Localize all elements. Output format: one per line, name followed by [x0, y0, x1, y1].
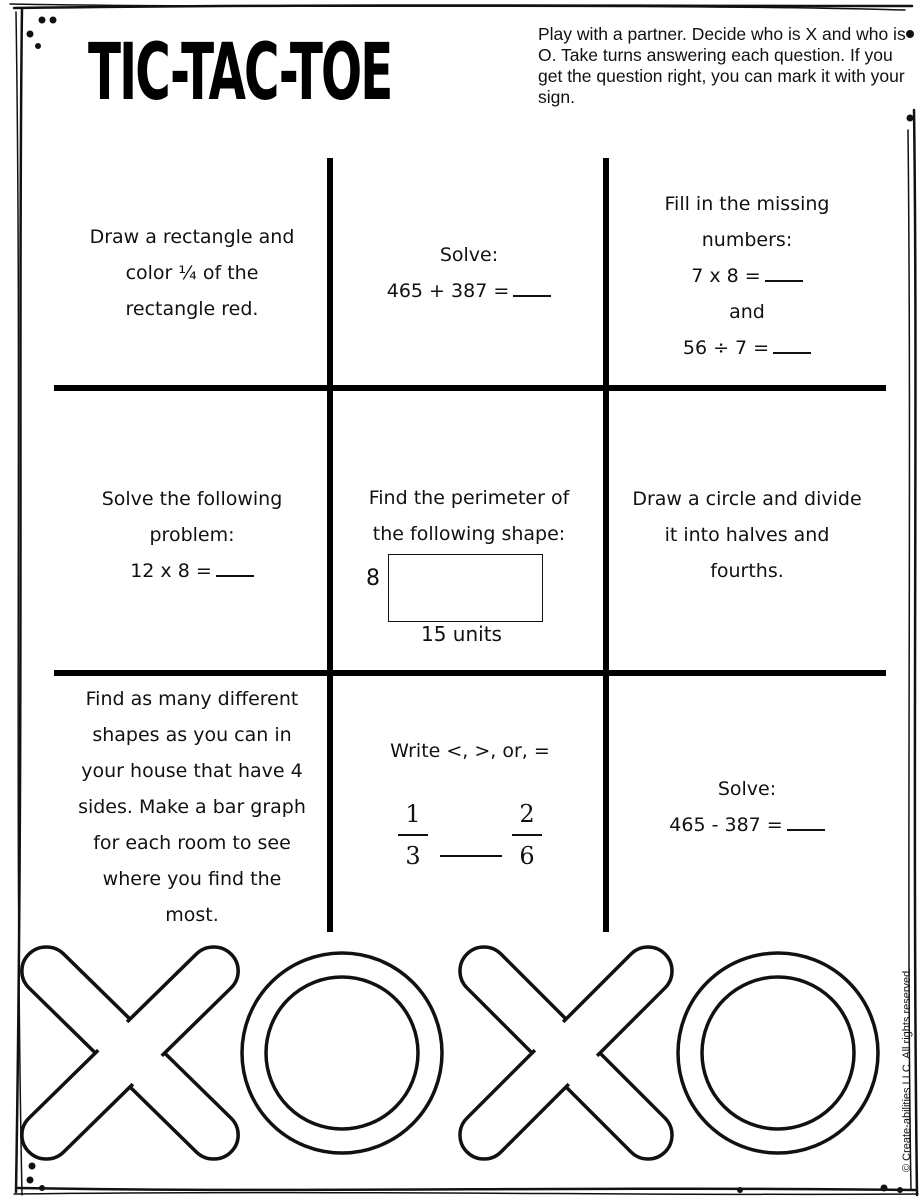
cell-text-line: problem: — [149, 524, 235, 546]
cell-text-line: color ¼ of the — [125, 262, 259, 284]
equation-text: 12 x 8 = — [130, 560, 212, 582]
fraction-denominator: 3 — [405, 842, 421, 870]
equation-text: 465 + 387 = — [386, 280, 510, 302]
cell-text-line: sides. Make a bar graph — [78, 796, 306, 818]
cell-text-line: most. — [165, 904, 219, 926]
side-length-label: 8 — [366, 566, 380, 591]
equation-text: 465 - 387 = — [669, 814, 783, 836]
copyright-text: © Create-abilities LLC. All rights reserved. — [901, 967, 913, 1172]
cell-text-line: Solve: — [439, 244, 499, 266]
comparison-blank — [440, 855, 502, 857]
equation-text: 7 x 8 = — [691, 265, 761, 287]
width-label: 15 units — [421, 622, 502, 646]
cell-text-line: and — [729, 301, 765, 323]
cell-shapes-bar-graph[interactable] — [56, 680, 328, 934]
fraction-bar — [398, 834, 428, 836]
instructions-text: Play with a partner. Decide who is X and who is O. Take turns answering each question. If you get the question right, you can mark it with your sign. — [538, 24, 906, 107]
xo-decoration — [0, 935, 922, 1165]
o-icon — [242, 953, 442, 1153]
cell-text-line: Find as many different — [85, 688, 299, 710]
answer-blank — [787, 811, 825, 831]
fraction-two-sixths — [512, 800, 542, 870]
cell-text-line: fourths. — [710, 560, 784, 582]
fraction-numerator: 1 — [405, 800, 421, 828]
cell-compare-fractions[interactable] — [336, 680, 602, 930]
cell-subtraction[interactable] — [612, 770, 882, 844]
fraction-one-third — [398, 800, 428, 870]
x-icon — [12, 937, 249, 1165]
cell-perimeter[interactable] — [336, 480, 602, 552]
cell-text-line: Draw a circle and divide — [632, 488, 862, 510]
cell-text-line: the following shape: — [372, 523, 566, 545]
cell-text-line: your house that have 4 — [81, 760, 303, 782]
compare-instruction: Write <, >, or, = — [390, 740, 550, 762]
fraction-bar — [512, 834, 542, 836]
cell-missing-numbers[interactable] — [612, 170, 882, 382]
cell-text-line: rectangle red. — [125, 298, 259, 320]
answer-blank — [513, 277, 551, 297]
cell-text-line: numbers: — [701, 229, 793, 251]
x-icon — [450, 937, 682, 1165]
cell-text-line: Solve the following — [101, 488, 283, 510]
fraction-denominator: 6 — [519, 842, 535, 870]
cell-text-line: for each room to see — [93, 832, 291, 854]
answer-blank — [773, 334, 811, 354]
answer-blank — [765, 262, 803, 282]
cell-text-line: Draw a rectangle and — [89, 226, 295, 248]
cell-text-line: Fill in the missing — [664, 193, 830, 215]
perimeter-shape — [366, 552, 546, 652]
cell-text-line: Find the perimeter of — [368, 487, 570, 509]
cell-multiplication[interactable] — [60, 480, 324, 590]
page-title: TIC-TAC-TOE — [88, 28, 392, 118]
cell-rectangle-fraction[interactable] — [60, 162, 324, 384]
cell-text-line: Solve: — [717, 778, 777, 800]
cell-addition[interactable] — [336, 162, 602, 384]
cell-text-line: it into halves and — [664, 524, 830, 546]
answer-blank — [216, 557, 254, 577]
cell-text-line: shapes as you can in — [92, 724, 292, 746]
o-icon — [678, 953, 878, 1153]
rectangle-shape — [388, 554, 543, 622]
equation-text: 56 ÷ 7 = — [682, 337, 770, 359]
fraction-numerator: 2 — [519, 800, 535, 828]
cell-circle-fractions[interactable] — [612, 480, 882, 590]
cell-text-line: where you find the — [102, 868, 282, 890]
